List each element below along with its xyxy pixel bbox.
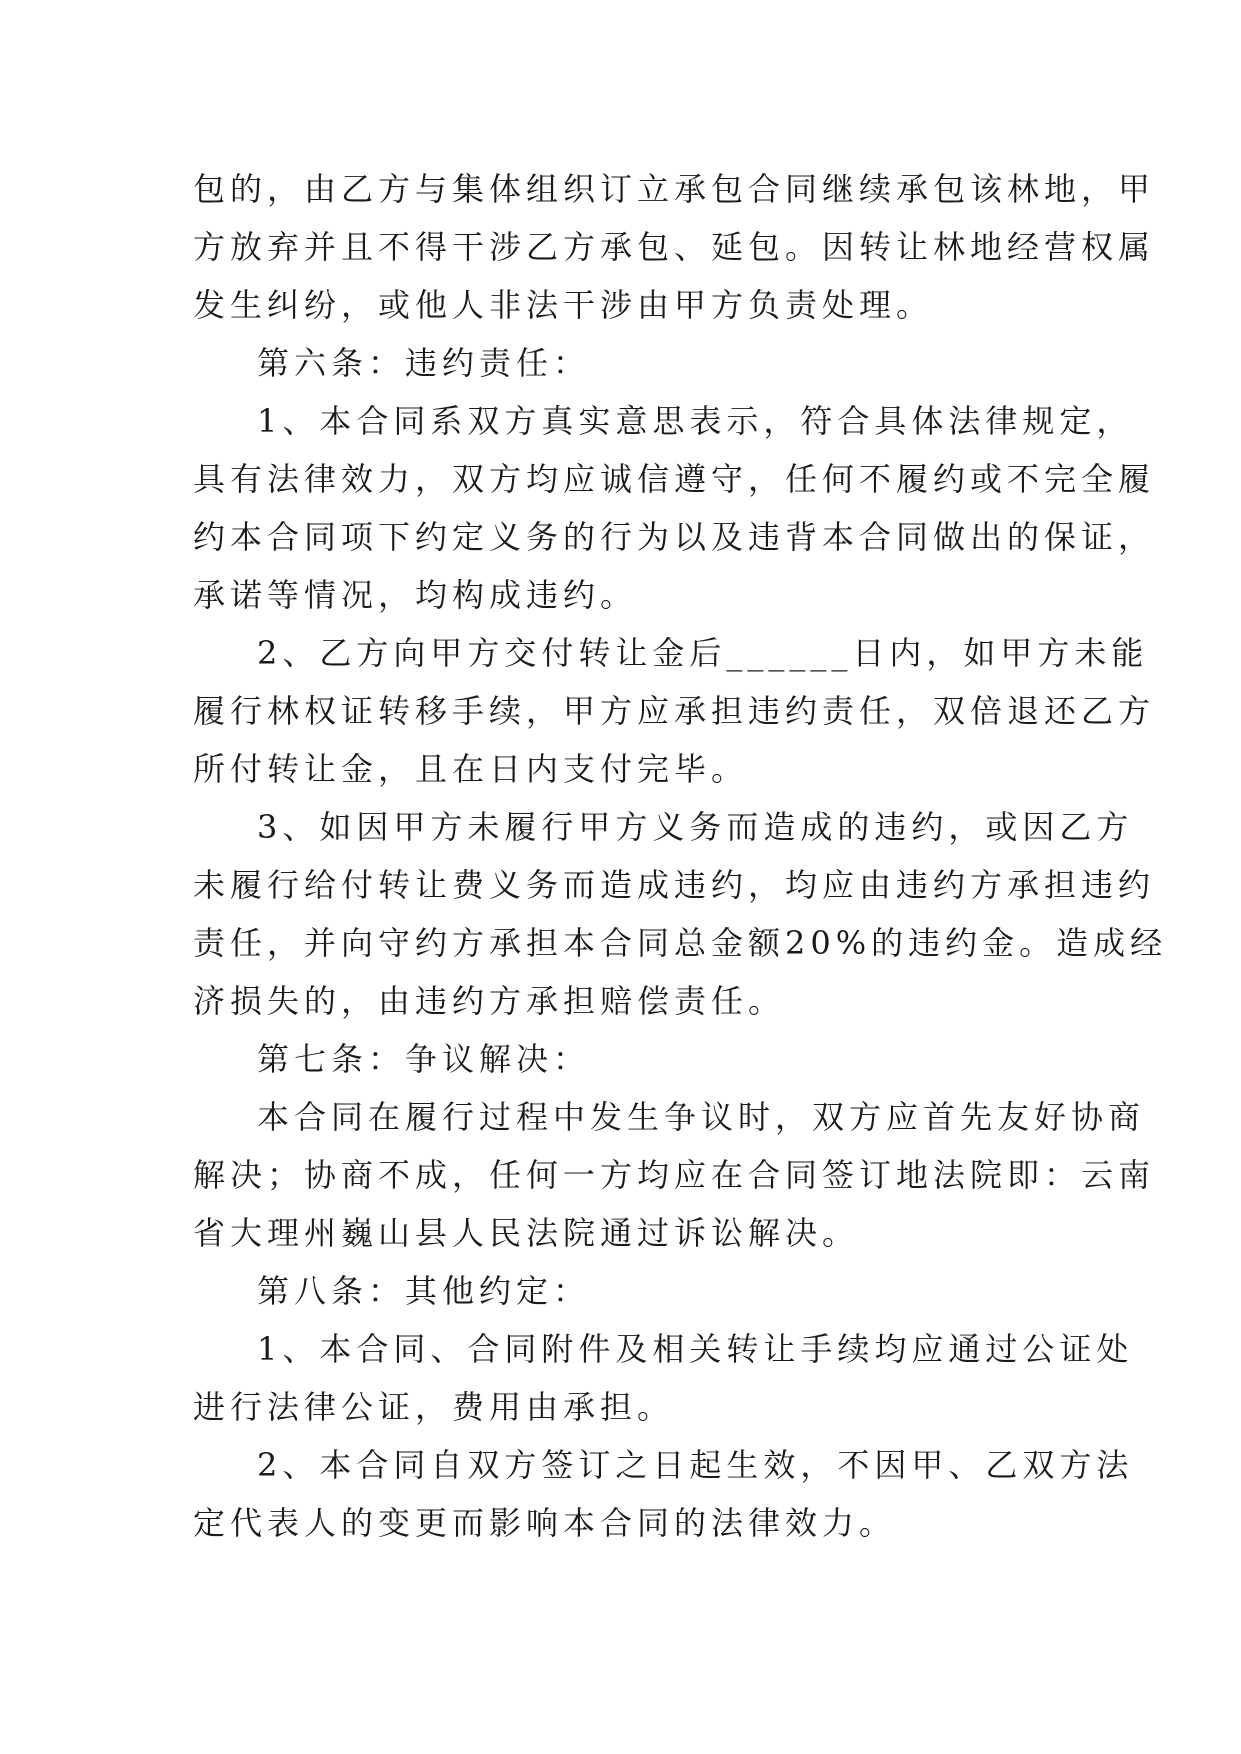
paragraph-line: 定代表人的变更而影响本合同的法律效力。 bbox=[193, 1504, 897, 1542]
paragraph-line: 所付转让金，且在日内支付完毕。 bbox=[193, 750, 749, 788]
paragraph-line: 本合同在履行过程中发生争议时，双方应首先友好协商 bbox=[257, 1098, 1146, 1136]
section-heading-article-6: 第六条：违约责任： bbox=[257, 344, 591, 382]
paragraph-line: 约本合同项下约定义务的行为以及违背本合同做出的保证， bbox=[193, 518, 1156, 556]
section-heading-article-7: 第七条：争议解决： bbox=[257, 1040, 591, 1078]
paragraph-line: 2、乙方向甲方交付转让金后______日内，如甲方未能 bbox=[257, 634, 1149, 672]
paragraph-line: 3、如因甲方未履行甲方义务而造成的违约，或因乙方 bbox=[257, 808, 1134, 846]
paragraph-line: 省大理州巍山县人民法院通过诉讼解决。 bbox=[193, 1214, 860, 1252]
paragraph-line: 包的，由乙方与集体组织订立承包合同继续承包该林地，甲 bbox=[193, 170, 1156, 208]
paragraph-line: 发生纠纷，或他人非法干涉由甲方负责处理。 bbox=[193, 286, 934, 324]
paragraph-line: 具有法律效力，双方均应诚信遵守，任何不履约或不完全履 bbox=[193, 460, 1156, 498]
paragraph-line: 解决；协商不成，任何一方均应在合同签订地法院即：云南 bbox=[193, 1156, 1156, 1194]
paragraph-line: 承诺等情况，均构成违约。 bbox=[193, 576, 638, 614]
paragraph-line: 济损失的，由违约方承担赔偿责任。 bbox=[193, 982, 786, 1020]
paragraph-line: 1、本合同系双方真实意思表示，符合具体法律规定， bbox=[257, 402, 1134, 440]
paragraph-line: 责任，并向守约方承担本合同总金额20%的违约金。造成经 bbox=[193, 924, 1168, 962]
paragraph-line: 方放弃并且不得干涉乙方承包、延包。因转让林地经营权属 bbox=[193, 228, 1156, 266]
paragraph-line: 未履行给付转让费义务而造成违约，均应由违约方承担违约 bbox=[193, 866, 1156, 904]
paragraph-line: 2、本合同自双方签订之日起生效，不因甲、乙双方法 bbox=[257, 1446, 1134, 1484]
paragraph-line: 进行法律公证，费用由承担。 bbox=[193, 1388, 675, 1426]
paragraph-line: 1、本合同、合同附件及相关转让手续均应通过公证处 bbox=[257, 1330, 1134, 1368]
paragraph-line: 履行林权证转移手续，甲方应承担违约责任，双倍退还乙方 bbox=[193, 692, 1156, 730]
section-heading-article-8: 第八条：其他约定： bbox=[257, 1272, 591, 1310]
contract-body bbox=[193, 160, 1168, 1552]
